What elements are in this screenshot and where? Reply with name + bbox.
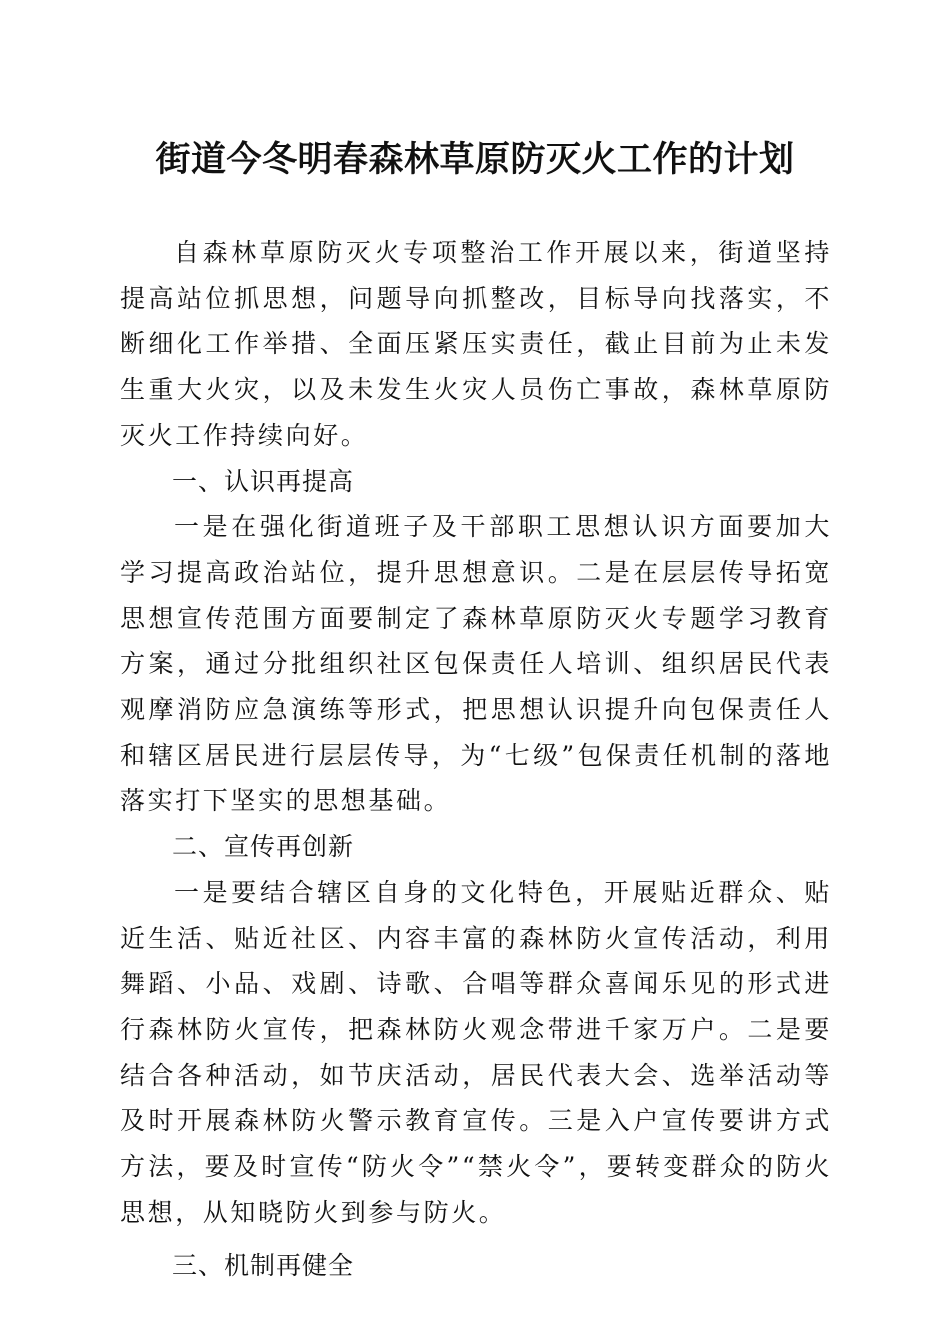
section-paragraph-1: 一是在强化街道班子及干部职工思想认识方面要加大学习提高政治站位，提升思想意识。二是在层层传导拓宽思想宣传范围方面要制定了森林草原防灭火专题学习教育方案，通过分批组织社区包保责任人培训、组织居民代表观摩消防应急演练等形式，把思想认识提升向包保责任人和辖区居民进行层层传导，为“七级”包保责任机制的落地落实打下坚实的思想基础。 [120, 512, 832, 816]
section-paragraph-2: 一是要结合辖区自身的文化特色，开展贴近群众、贴近生活、贴近社区、内容丰富的森林防火宣传活动，利用舞蹈、小品、戏剧、诗歌、合唱等群众喜闻乐见的形式进行森林防火宣传，把森林防火观念带进千家万户。二是要结合各种活动，如节庆活动，居民代表大会、选举活动等及时开展森林防火警示教育宣传。三是入户宣传要讲方式方法，要及时宣传“防火令”“禁火令”，要转变群众的防火思想，从知晓防火到参与防火。 [120, 877, 832, 1227]
document-body [120, 230, 832, 1289]
paragraph-spacing [120, 1235, 832, 1243]
section-heading-2: 二、宣传再创新 [172, 832, 355, 862]
section-heading-3: 三、机制再健全 [172, 1251, 355, 1281]
intro-paragraph: 自森林草原防灭火专项整治工作开展以来，街道坚持提高站位抓思想，问题导向抓整改，目标导向找落实，不断细化工作举措、全面压紧压实责任，截止目前为止未发生重大火灾，以及未发生火灾人员伤亡事故，森林草原防灭火工作持续向好。 [120, 238, 832, 450]
document-title: 街道今冬明春森林草原防灭火工作的计划 [155, 139, 795, 180]
section-heading-1: 一、认识再提高 [172, 466, 355, 496]
